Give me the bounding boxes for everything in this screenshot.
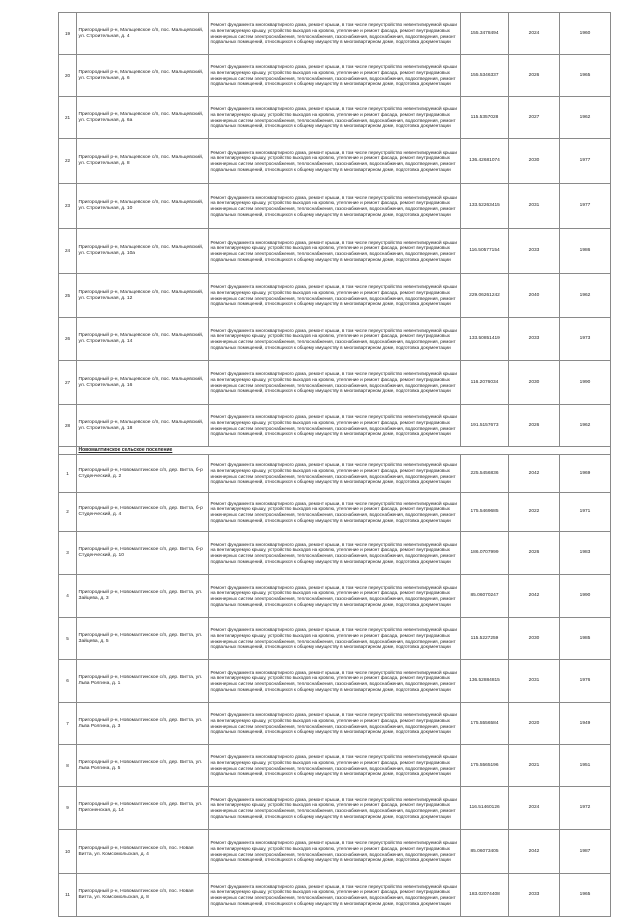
row-number: 3: [59, 532, 77, 575]
works-cell: Ремонт фундамента многоквартирного дома, ремонт крыши, в том числе переустройство невентилируемой крыши на вентилируемую крышу, устройство выходов на кровлю, утепление и ремонт фасада, ремонт внутридомовых инженерных систем электроснабжения, теплоснабжения, газоснабжения, водоснабжения, водоотведения, ремонт подвальных помещений, относящихся к общему имуществу в многоквартирном доме, подготовка документации: [209, 532, 461, 575]
works-cell: Ремонт фундамента многоквартирного дома, ремонт крыши, в том числе переустройство невентилируемой крыши на вентилируемую крышу, устройство выходов на кровлю, утепление и ремонт фасада, ремонт внутридомовых инженерных систем электроснабжения, теплоснабжения, газоснабжения, водоснабжения, водоотведения, ремонт подвальных помещений, относящихся к общему имуществу в многоквартирном доме, подготовка документации: [209, 318, 461, 361]
cost-cell: 155.3478494: [461, 13, 509, 55]
table-row: [59, 874, 611, 917]
year-cell: 2031: [509, 184, 560, 229]
row-number: 19: [59, 13, 77, 55]
build-year-cell: 1972: [560, 787, 611, 830]
cost-cell: 155.5346337: [461, 55, 509, 97]
year-cell: 2033: [509, 229, 560, 274]
works-cell: Ремонт фундамента многоквартирного дома, ремонт крыши, в том числе переустройство невентилируемой крыши на вентилируемую крышу, устройство выходов на кровлю, утепление и ремонт фасада, ремонт внутридомовых инженерных систем электроснабжения, теплоснабжения, газоснабжения, водоснабжения, водоотведения, ремонт подвальных помещений, относящихся к общему имуществу в многоквартирном доме, подготовка документации: [209, 455, 461, 493]
cost-cell: 85.06070247: [461, 575, 509, 618]
row-number: 6: [59, 660, 77, 703]
table-row: [59, 361, 611, 405]
address-cell: Пригородный р-н, Новомалтинское с/п, дер. Витта, б-р Студенческий, д. 2: [77, 455, 209, 493]
cost-cell: 133.52263415: [461, 184, 509, 229]
year-cell: 2021: [509, 745, 560, 787]
build-year-cell: 1949: [560, 703, 611, 745]
cost-cell: 175.5469685: [461, 493, 509, 532]
works-cell: Ремонт фундамента многоквартирного дома, ремонт крыши, в том числе переустройство невентилируемой крыши на вентилируемую крышу, устройство выходов на кровлю, утепление и ремонт фасада, ремонт внутридомовых инженерных систем электроснабжения, теплоснабжения, газоснабжения, водоснабжения, водоотведения, ремонт подвальных помещений, относящихся к общему имуществу в многоквартирном доме, подготовка документации: [209, 618, 461, 660]
row-number: 5: [59, 618, 77, 660]
year-cell: 2026: [509, 55, 560, 97]
works-cell: Ремонт фундамента многоквартирного дома, ремонт крыши, в том числе переустройство невентилируемой крыши на вентилируемую крышу, устройство выходов на кровлю, утепление и ремонт фасада, ремонт внутридомовых инженерных систем электроснабжения, теплоснабжения, газоснабжения, водоснабжения, водоотведения, ремонт подвальных помещений, относящихся к общему имуществу в многоквартирном доме, подготовка документации: [209, 139, 461, 184]
year-cell: 2040: [509, 274, 560, 318]
address-cell: Пригородный р-н, Новомалтинское с/п, дер. Витта, ул. Зайцева, д. 5: [77, 618, 209, 660]
year-cell: 2042: [509, 455, 560, 493]
address-cell: Пригородный р-н, Новомалтинское с/п, дер. Витта, ул. Льва Ролгина, д. 5: [77, 745, 209, 787]
table-row: [59, 318, 611, 361]
build-year-cell: 1973: [560, 318, 611, 361]
address-cell: Пригородный р-н, Мальцевское с/п, пос. Мальцевский, ул. Строительная, д. 6а: [77, 97, 209, 139]
build-year-cell: 1962: [560, 274, 611, 318]
cost-cell: 115.5227259: [461, 618, 509, 660]
cost-cell: 186.0707999: [461, 532, 509, 575]
works-cell: Ремонт фундамента многоквартирного дома, ремонт крыши, в том числе переустройство невентилируемой крыши на вентилируемую крышу, устройство выходов на кровлю, утепление и ремонт фасада, ремонт внутридомовых инженерных систем электроснабжения, теплоснабжения, газоснабжения, водоснабжения, водоотведения, ремонт подвальных помещений, относящихся к общему имуществу в многоквартирном доме, подготовка документации: [209, 660, 461, 703]
table-row: [59, 830, 611, 874]
works-cell: Ремонт фундамента многоквартирного дома, ремонт крыши, в том числе переустройство невентилируемой крыши на вентилируемую крышу, устройство выходов на кровлю, утепление и ремонт фасада, ремонт внутридомовых инженерных систем электроснабжения, теплоснабжения, газоснабжения, водоснабжения, водоотведения, ремонт подвальных помещений, относящихся к общему имуществу в многоквартирном доме, подготовка документации: [209, 184, 461, 229]
table-row: [59, 405, 611, 447]
row-number: 11: [59, 874, 77, 917]
row-number: 10: [59, 830, 77, 874]
cost-cell: 116.2076034: [461, 361, 509, 405]
table-body: [59, 13, 611, 917]
address-cell: Пригородный р-н, Мальцевское с/п, пос. Мальцевский, ул. Строительная, д. 14: [77, 318, 209, 361]
works-cell: Ремонт фундамента многоквартирного дома, ремонт крыши, в том числе переустройство невентилируемой крыши на вентилируемую крышу, устройство выходов на кровлю, утепление и ремонт фасада, ремонт внутридомовых инженерных систем электроснабжения, теплоснабжения, газоснабжения, водоснабжения, водоотведения, ремонт подвальных помещений, относящихся к общему имуществу в многоквартирном доме, подготовка документации: [209, 274, 461, 318]
build-year-cell: 1962: [560, 405, 611, 447]
table-row: [59, 703, 611, 745]
row-number: 24: [59, 229, 77, 274]
table-row: [59, 97, 611, 139]
year-cell: 2042: [509, 575, 560, 618]
row-number: 9: [59, 787, 77, 830]
works-cell: Ремонт фундамента многоквартирного дома, ремонт крыши, в том числе переустройство невентилируемой крыши на вентилируемую крышу, устройство выходов на кровлю, утепление и ремонт фасада, ремонт внутридомовых инженерных систем электроснабжения, теплоснабжения, газоснабжения, водоснабжения, водоотведения, ремонт подвальных помещений, относящихся к общему имуществу в многоквартирном доме, подготовка документации: [209, 575, 461, 618]
address-cell: Пригородный р-н, Мальцевское с/п, пос. Мальцевский, ул. Строительная, д. 6: [77, 55, 209, 97]
works-cell: Ремонт фундамента многоквартирного дома, ремонт крыши, в том числе переустройство невентилируемой крыши на вентилируемую крышу, устройство выходов на кровлю, утепление и ремонт фасада, ремонт внутридомовых инженерных систем электроснабжения, теплоснабжения, газоснабжения, водоснабжения, водоотведения, ремонт подвальных помещений, относящихся к общему имуществу в многоквартирном доме, подготовка документации: [209, 55, 461, 97]
works-cell: Ремонт фундамента многоквартирного дома, ремонт крыши, в том числе переустройство невентилируемой крыши на вентилируемую крышу, устройство выходов на кровлю, утепление и ремонт фасада, ремонт внутридомовых инженерных систем электроснабжения, теплоснабжения, газоснабжения, водоснабжения, водоотведения, ремонт подвальных помещений, относящихся к общему имуществу в многоквартирном доме, подготовка документации: [209, 745, 461, 787]
row-number: 4: [59, 575, 77, 618]
year-cell: 2026: [509, 532, 560, 575]
cost-cell: 175.5565196: [461, 745, 509, 787]
works-cell: Ремонт фундамента многоквартирного дома, ремонт крыши, в том числе переустройство невентилируемой крыши на вентилируемую крышу, устройство выходов на кровлю, утепление и ремонт фасада, ремонт внутридомовых инженерных систем электроснабжения, теплоснабжения, газоснабжения, водоснабжения, водоотведения, ремонт подвальных помещений, относящихся к общему имуществу в многоквартирном доме, подготовка документации: [209, 830, 461, 874]
table-row: [59, 229, 611, 274]
build-year-cell: 1951: [560, 745, 611, 787]
build-year-cell: 1983: [560, 532, 611, 575]
cost-cell: 225.5456836: [461, 455, 509, 493]
row-number: 23: [59, 184, 77, 229]
address-cell: Пригородный р-н, Новомалтинское с/п, дер. Витта, ул. Льва Ролгина, д. 1: [77, 660, 209, 703]
year-cell: 2042: [509, 830, 560, 874]
year-cell: 2031: [509, 660, 560, 703]
build-year-cell: 1990: [560, 361, 611, 405]
cost-cell: 116.50577154: [461, 229, 509, 274]
table-row: [59, 274, 611, 318]
works-cell: Ремонт фундамента многоквартирного дома, ремонт крыши, в том числе переустройство невентилируемой крыши на вентилируемую крышу, устройство выходов на кровлю, утепление и ремонт фасада, ремонт внутридомовых инженерных систем электроснабжения, теплоснабжения, газоснабжения, водоснабжения, водоотведения, ремонт подвальных помещений, относящихся к общему имуществу в многоквартирном доме, подготовка документации: [209, 493, 461, 532]
cost-cell: 175.5556584: [461, 703, 509, 745]
table-row: [59, 618, 611, 660]
cost-cell: 136.52884815: [461, 660, 509, 703]
works-cell: Ремонт фундамента многоквартирного дома, ремонт крыши, в том числе переустройство невентилируемой крыши на вентилируемую крышу, устройство выходов на кровлю, утепление и ремонт фасада, ремонт внутридомовых инженерных систем электроснабжения, теплоснабжения, газоснабжения, водоснабжения, водоотведения, ремонт подвальных помещений, относящихся к общему имуществу в многоквартирном доме, подготовка документации: [209, 97, 461, 139]
row-number: 20: [59, 55, 77, 97]
address-cell: Пригородный р-н, Новомалтинское с/п, дер. Витта, б-р Студенческий, д. 4: [77, 493, 209, 532]
row-number: 28: [59, 405, 77, 447]
address-cell: Пригородный р-н, Новомалтинское с/п, дер. Витта, ул. Зайцева, д. 3: [77, 575, 209, 618]
build-year-cell: 1987: [560, 830, 611, 874]
build-year-cell: 1985: [560, 618, 611, 660]
address-cell: Пригородный р-н, Мальцевское с/п, пос. Мальцевский, ул. Строительная, д. 18: [77, 405, 209, 447]
build-year-cell: 1965: [560, 55, 611, 97]
build-year-cell: 1962: [560, 97, 611, 139]
address-cell: Пригородный р-н, Мальцевское с/п, пос. Мальцевский, ул. Строительная, д. 10: [77, 184, 209, 229]
year-cell: 2024: [509, 787, 560, 830]
address-cell: Пригородный р-н, Мальцевское с/п, пос. Мальцевский, ул. Строительная, д. 16: [77, 361, 209, 405]
build-year-cell: 1969: [560, 455, 611, 493]
year-cell: 2020: [509, 703, 560, 745]
table-row: [59, 455, 611, 493]
build-year-cell: 1986: [560, 229, 611, 274]
table-row: [59, 139, 611, 184]
works-cell: Ремонт фундамента многоквартирного дома, ремонт крыши, в том числе переустройство невентилируемой крыши на вентилируемую крышу, устройство выходов на кровлю, утепление и ремонт фасада, ремонт внутридомовых инженерных систем электроснабжения, теплоснабжения, газоснабжения, водоснабжения, водоотведения, ремонт подвальных помещений, относящихся к общему имуществу в многоквартирном доме, подготовка документации: [209, 703, 461, 745]
works-cell: Ремонт фундамента многоквартирного дома, ремонт крыши, в том числе переустройство невентилируемой крыши на вентилируемую крышу, устройство выходов на кровлю, утепление и ремонт фасада, ремонт внутридомовых инженерных систем электроснабжения, теплоснабжения, газоснабжения, водоснабжения, водоотведения, ремонт подвальных помещений, относящихся к общему имуществу в многоквартирном доме, подготовка документации: [209, 229, 461, 274]
table-row: [59, 660, 611, 703]
build-year-cell: 1960: [560, 13, 611, 55]
table-row: [59, 787, 611, 830]
address-cell: Пригородный р-н, Мальцевское с/п, пос. Мальцевский, ул. Строительная, д. 4: [77, 13, 209, 55]
build-year-cell: 1965: [560, 874, 611, 917]
row-number: 22: [59, 139, 77, 184]
table-row: [59, 575, 611, 618]
cost-cell: 229.06261242: [461, 274, 509, 318]
year-cell: 2030: [509, 361, 560, 405]
section-row: [59, 447, 611, 455]
build-year-cell: 1971: [560, 493, 611, 532]
table-row: [59, 184, 611, 229]
year-cell: 2024: [509, 13, 560, 55]
address-cell: Пригородный р-н, Новомалтинское с/п, пос. Новая Витта, ул. Комсомольская, д. 4: [77, 830, 209, 874]
address-cell: Пригородный р-н, Новомалтинское с/п, дер. Витта, б-р Студенческий, д. 10: [77, 532, 209, 575]
cost-cell: 115.5357028: [461, 97, 509, 139]
year-cell: 2026: [509, 405, 560, 447]
table-row: [59, 745, 611, 787]
capital-repair-table: [58, 12, 611, 917]
year-cell: 2030: [509, 618, 560, 660]
cost-cell: 183.02074408: [461, 874, 509, 917]
address-cell: Пригородный р-н, Новомалтинское с/п, дер. Витта, ул. Пригоненская, д. 14: [77, 787, 209, 830]
table-row: [59, 55, 611, 97]
row-number: 26: [59, 318, 77, 361]
build-year-cell: 1977: [560, 184, 611, 229]
works-cell: Ремонт фундамента многоквартирного дома, ремонт крыши, в том числе переустройство невентилируемой крыши на вентилируемую крышу, устройство выходов на кровлю, утепление и ремонт фасада, ремонт внутридомовых инженерных систем электроснабжения, теплоснабжения, газоснабжения, водоснабжения, водоотведения, ремонт подвальных помещений, относящихся к общему имуществу в многоквартирном доме, подготовка документации: [209, 874, 461, 917]
year-cell: 2033: [509, 318, 560, 361]
build-year-cell: 1976: [560, 660, 611, 703]
row-number: 2: [59, 493, 77, 532]
row-number: 25: [59, 274, 77, 318]
works-cell: Ремонт фундамента многоквартирного дома, ремонт крыши, в том числе переустройство невентилируемой крыши на вентилируемую крышу, устройство выходов на кровлю, утепление и ремонт фасада, ремонт внутридомовых инженерных систем электроснабжения, теплоснабжения, газоснабжения, водоснабжения, водоотведения, ремонт подвальных помещений, относящихся к общему имуществу в многоквартирном доме, подготовка документации: [209, 361, 461, 405]
address-cell: Пригородный р-н, Мальцевское с/п, пос. Мальцевский, ул. Строительная, д. 8: [77, 139, 209, 184]
row-number: 7: [59, 703, 77, 745]
build-year-cell: 1977: [560, 139, 611, 184]
address-cell: Пригородный р-н, Мальцевское с/п, пос. Мальцевский, ул. Строительная, д. 12: [77, 274, 209, 318]
year-cell: 2022: [509, 493, 560, 532]
year-cell: 2033: [509, 874, 560, 917]
section-title: Новомалтинское сельское поселение: [77, 447, 611, 455]
cost-cell: 133.50851419: [461, 318, 509, 361]
table-row: [59, 493, 611, 532]
row-number: 21: [59, 97, 77, 139]
row-number: 8: [59, 745, 77, 787]
cost-cell: 136.42681074: [461, 139, 509, 184]
works-cell: Ремонт фундамента многоквартирного дома, ремонт крыши, в том числе переустройство невентилируемой крыши на вентилируемую крышу, устройство выходов на кровлю, утепление и ремонт фасада, ремонт внутридомовых инженерных систем электроснабжения, теплоснабжения, газоснабжения, водоснабжения, водоотведения, ремонт подвальных помещений, относящихся к общему имуществу в многоквартирном доме, подготовка документации: [209, 13, 461, 55]
address-cell: Пригородный р-н, Новомалтинское с/п, пос. Новая Витта, ул. Комсомольская, д. 8: [77, 874, 209, 917]
cost-cell: 191.5157673: [461, 405, 509, 447]
cost-cell: 85.06073405: [461, 830, 509, 874]
works-cell: Ремонт фундамента многоквартирного дома, ремонт крыши, в том числе переустройство невентилируемой крыши на вентилируемую крышу, устройство выходов на кровлю, утепление и ремонт фасада, ремонт внутридомовых инженерных систем электроснабжения, теплоснабжения, газоснабжения, водоснабжения, водоотведения, ремонт подвальных помещений, относящихся к общему имуществу в многоквартирном доме, подготовка документации: [209, 787, 461, 830]
table-row: [59, 13, 611, 55]
works-cell: Ремонт фундамента многоквартирного дома, ремонт крыши, в том числе переустройство невентилируемой крыши на вентилируемую крышу, устройство выходов на кровлю, утепление и ремонт фасада, ремонт внутридомовых инженерных систем электроснабжения, теплоснабжения, газоснабжения, водоснабжения, водоотведения, ремонт подвальных помещений, относящихся к общему имуществу в многоквартирном доме, подготовка документации: [209, 405, 461, 447]
year-cell: 2030: [509, 139, 560, 184]
section-num-cell: [59, 447, 77, 455]
table-row: [59, 532, 611, 575]
build-year-cell: 1990: [560, 575, 611, 618]
row-number: 27: [59, 361, 77, 405]
address-cell: Пригородный р-н, Мальцевское с/п, пос. Мальцевский, ул. Строительная, д. 10а: [77, 229, 209, 274]
cost-cell: 116.51460126: [461, 787, 509, 830]
address-cell: Пригородный р-н, Новомалтинское с/п, дер. Витта, ул. Льва Ролгина, д. 3: [77, 703, 209, 745]
row-number: 1: [59, 455, 77, 493]
year-cell: 2027: [509, 97, 560, 139]
